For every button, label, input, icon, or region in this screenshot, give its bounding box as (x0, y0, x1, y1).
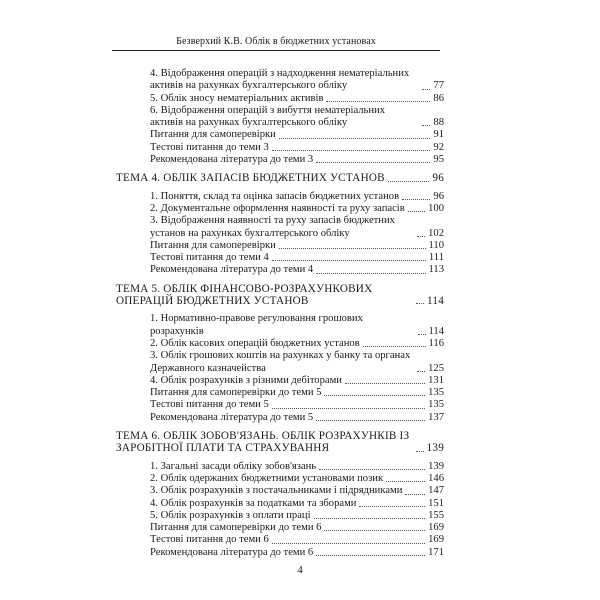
toc-entry-page: 86 (433, 92, 444, 104)
toc-entry-text: Питання для самоперевірки (150, 239, 276, 251)
toc-entry-page: 96 (433, 190, 444, 202)
dot-leader (272, 260, 426, 261)
toc-entry-page: 114 (428, 325, 444, 337)
toc-entry-text: 1. Поняття, склад та оцінка запасів бюджетних установ (150, 190, 400, 202)
toc-theme-title: ТЕМА 4. ОБЛІК ЗАПАСІВ БЮДЖЕТНИХ УСТАНОВ (116, 172, 385, 185)
toc-entry-page: 91 (433, 129, 444, 141)
toc-entry-text: Тестові питання до теми 6 (150, 534, 269, 546)
toc-entry-page: 77 (433, 80, 444, 92)
toc-entry[interactable] (116, 547, 444, 559)
toc-entry[interactable] (116, 534, 444, 546)
toc-theme-4[interactable] (116, 172, 444, 184)
toc-entry-page: 100 (428, 202, 444, 214)
toc-entry-text: Тестові питання до теми 5 (150, 399, 269, 411)
toc-entry[interactable] (116, 264, 444, 276)
toc-entry-page: 146 (428, 472, 444, 484)
toc-entry-page: 135 (428, 399, 444, 411)
dot-leader (408, 211, 425, 212)
toc-entry-text: 1. Загальні засади обліку зобов'язань (150, 460, 317, 472)
toc-entry-page: 88 (433, 117, 444, 129)
dot-leader (279, 138, 431, 139)
toc-entry-text: Рекомендована література до теми 3 (150, 154, 314, 166)
toc-entry[interactable] (116, 522, 444, 534)
toc-entry[interactable] (116, 154, 444, 166)
toc-entry[interactable] (116, 412, 444, 424)
dot-leader (316, 162, 430, 163)
toc-theme-title: ТЕМА 5. ОБЛІК ФІНАНСОВО-РОЗРАХУНКОВИХ ОПЕРАЦІЙ БЮДЖЕТНИХ УСТАНОВ (116, 282, 373, 308)
dot-leader (324, 530, 425, 531)
dot-leader (418, 334, 426, 335)
toc-entry[interactable] (116, 68, 444, 93)
dot-leader (416, 451, 424, 452)
toc-entry-text: 6. Відображення операцій з вибуття нематеріальних активів на рахунках бухгалтерського обліку (150, 104, 385, 129)
toc-theme-title: ТЕМА 6. ОБЛІК ЗОБОВ'ЯЗАНЬ. ОБЛІК РОЗРАХУНКІВ ІЗ ЗАРОБІТНОЇ ПЛАТИ ТА СТРАХУВАННЯ (116, 430, 410, 455)
dot-leader (417, 236, 425, 237)
toc-entry[interactable] (116, 105, 444, 130)
toc-entry-text: 4. Облік розрахунків за податками та зборами (150, 497, 357, 509)
dot-leader (316, 273, 425, 274)
dot-leader (279, 248, 426, 249)
toc-entry-page: 147 (428, 485, 444, 497)
toc-entry[interactable] (116, 387, 444, 399)
page-number: 4 (297, 564, 303, 576)
dot-leader (324, 395, 425, 396)
toc-entry-page: 135 (428, 387, 444, 399)
dot-leader (422, 125, 430, 126)
toc-entry-text: Тестові питання до теми 3 (150, 141, 269, 153)
dot-leader (405, 494, 425, 495)
running-head: Безверхий К.В. Облік в бюджетних установах (112, 36, 440, 51)
toc-theme-page: 96 (432, 172, 444, 185)
toc-entry[interactable] (116, 399, 444, 411)
dot-leader (272, 408, 425, 409)
dot-leader (272, 150, 431, 151)
toc-entry-page: 125 (428, 362, 444, 374)
toc-entry[interactable] (116, 350, 444, 375)
toc-entry-page: 151 (428, 497, 444, 509)
toc-entry-page: 92 (433, 141, 444, 153)
dot-leader (316, 420, 425, 421)
dot-leader (422, 89, 430, 90)
dot-leader (417, 371, 425, 372)
toc-entry[interactable] (116, 461, 444, 473)
toc-entry-page: 113 (428, 264, 444, 276)
toc-entry-text: Тестові питання до теми 4 (150, 252, 269, 264)
toc-theme-page: 114 (427, 295, 444, 308)
toc-entry-text: 4. Відображення операцій з надходження нематеріальних активів на рахунках бухгалтерського обліку (150, 68, 410, 92)
toc-entry[interactable] (116, 93, 444, 105)
toc-entry[interactable] (116, 485, 444, 497)
dot-leader (345, 383, 425, 384)
toc-entry[interactable] (116, 203, 444, 215)
dot-leader (359, 506, 425, 507)
toc-entry[interactable] (116, 338, 444, 350)
toc-entry-text: Рекомендована література до теми 4 (150, 264, 314, 276)
toc-entry[interactable] (116, 191, 444, 203)
toc-entry[interactable] (116, 375, 444, 387)
toc-entry-text: 2. Документальне оформлення наявності та руху запасів (150, 202, 405, 214)
toc-theme-page: 139 (426, 442, 444, 455)
toc-entry[interactable] (116, 240, 444, 252)
toc-entry[interactable] (116, 473, 444, 485)
toc-entry[interactable] (116, 252, 444, 264)
dot-leader (363, 346, 426, 347)
toc-entry-page: 102 (428, 227, 444, 239)
toc-entry-page: 169 (428, 534, 444, 546)
toc-entry-text: Питання для самоперевірки до теми 6 (150, 522, 322, 534)
dot-leader (316, 555, 425, 556)
toc-entry-page: 110 (428, 239, 444, 251)
toc-theme-6[interactable] (116, 430, 444, 455)
toc-entry[interactable] (116, 142, 444, 154)
toc-entry-page: 95 (433, 154, 444, 166)
toc-entry[interactable] (116, 129, 444, 141)
toc-entry-page: 137 (428, 411, 444, 423)
toc-entry-text: 1. Нормативно-правове регулювання грошових розрахунків (150, 313, 363, 337)
toc-entry-text: 3. Відображення наявності та руху запасів бюджетних установ на рахунках бухгалтерського обліку (150, 215, 395, 239)
toc-entry-text: 3. Облік розрахунків з постачальниками і підрядниками (150, 485, 403, 497)
dot-leader (326, 101, 430, 102)
toc-entry-text: Рекомендована література до теми 5 (150, 411, 314, 423)
dot-leader (386, 481, 425, 482)
toc-entry-page: 116 (428, 337, 444, 349)
toc-entry-page: 171 (428, 546, 444, 558)
toc-entry-text: Рекомендована література до теми 6 (150, 546, 314, 558)
toc-entry-text: 4. Облік розрахунків з різними дебіторами (150, 374, 342, 386)
toc-entry-text: Питання для самоперевірки до теми 5 (150, 387, 322, 399)
dot-leader (314, 518, 426, 519)
toc-entry-text: 2. Облік касових операцій бюджетних установ (150, 337, 360, 349)
toc-theme-5[interactable] (116, 283, 444, 308)
dot-leader (388, 181, 430, 182)
toc-entry[interactable] (116, 498, 444, 510)
toc-entry-text: 2. Облік одержаних бюджетними установами позик (150, 472, 384, 484)
toc-entry-text: 3. Облік грошових коштів на рахунках у банку та органах Державного казначейства (150, 350, 411, 374)
toc-entry-page: 139 (428, 460, 444, 472)
dot-leader (416, 303, 424, 304)
toc-entry-text: 5. Облік зносу нематеріальних активів (150, 92, 324, 104)
toc-entry-page: 131 (428, 374, 444, 386)
dot-leader (319, 469, 425, 470)
toc-entry-page: 155 (428, 509, 444, 521)
toc-entry-page: 111 (428, 252, 444, 264)
toc-entry-text: Питання для самоперевірки (150, 129, 276, 141)
toc-entry[interactable] (116, 510, 444, 522)
dot-leader (272, 543, 425, 544)
toc-entry-page: 169 (428, 522, 444, 534)
table-of-contents (116, 68, 444, 559)
toc-entry[interactable] (116, 215, 444, 240)
toc-entry[interactable] (116, 313, 444, 338)
dot-leader (402, 199, 430, 200)
toc-entry-text: 5. Облік розрахунків з оплати праці (150, 509, 311, 521)
